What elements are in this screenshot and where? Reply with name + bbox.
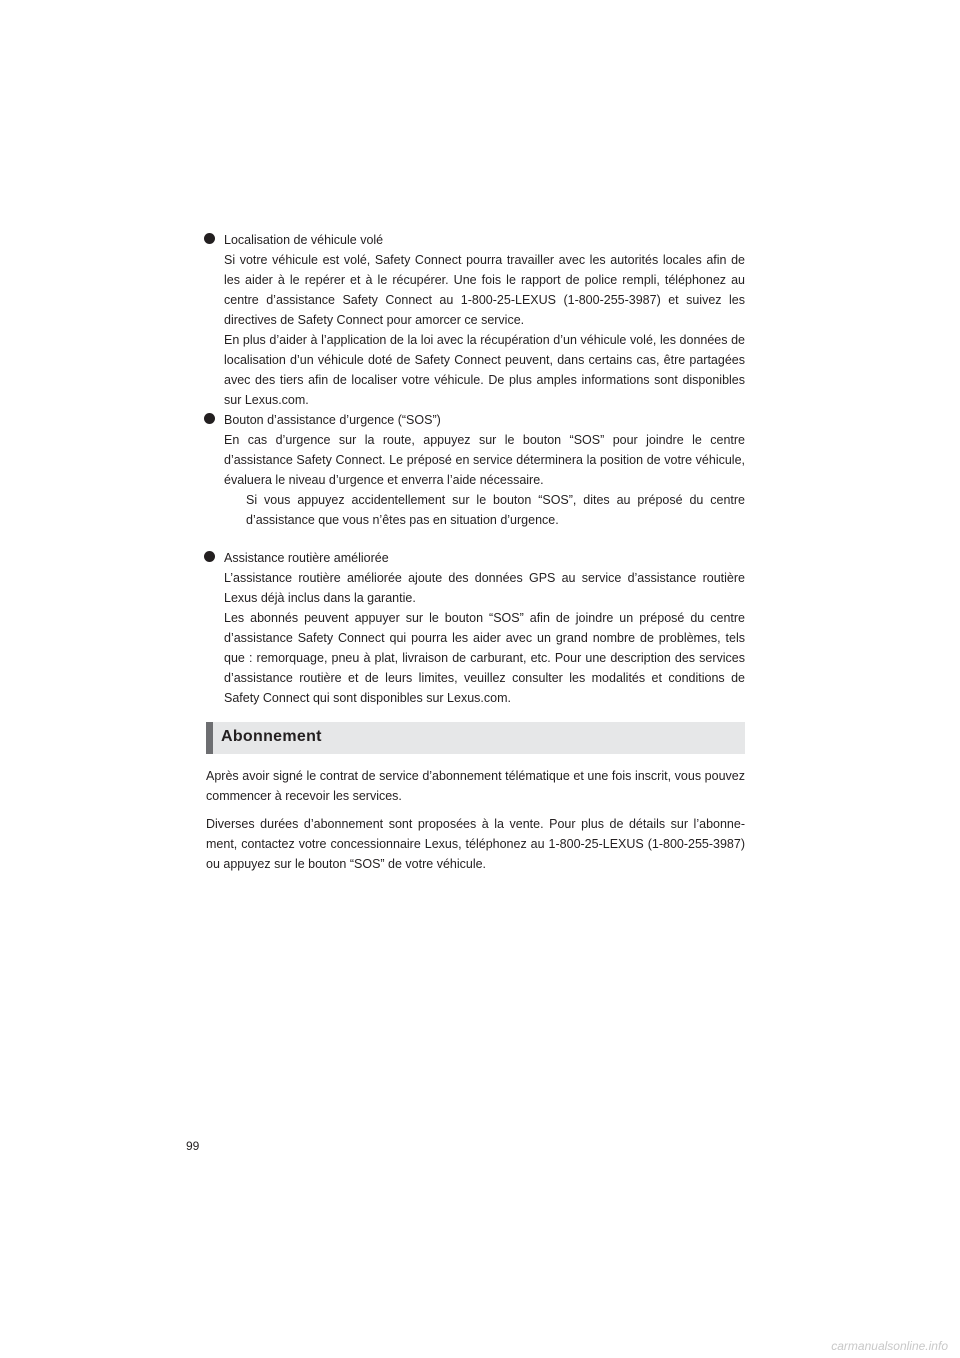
bullet-title: Localisation de véhicule volé	[224, 233, 384, 247]
section-title: Abonnement	[221, 728, 322, 745]
bullet-title: Bouton d’assistance d’urgence (“SOS”)	[224, 413, 441, 427]
bullet-paragraph: L’assistance routière améliorée ajoute des données GPS au service d’assistance routière Lexus déjà inclus dans la garantie.	[224, 571, 745, 605]
bullet-roadside-assistance	[206, 548, 745, 708]
bullet-title: Assistance routière améliorée	[224, 551, 389, 565]
section-header-subscription	[206, 722, 745, 754]
bullet-sos-button	[206, 410, 745, 530]
bullet-paragraph: En plus d’aider à l’application de la loi avec la récupération d’un véhicule volé, les données de localisation d’un véhicule doté de Safety Connect peuvent, dans certains cas, être partagées avec des tiers afin de localiser votre véhicule. De plus amples informations sont disponibles sur Lexus.com.	[224, 333, 745, 407]
section-paragraph: Après avoir signé le contrat de service d’abonnement télématique et une fois inscrit, vous pouvez commencer à recevoir les services.	[206, 769, 745, 803]
section-header-bar	[206, 722, 213, 754]
footer-watermark: carmanualsonline.info	[831, 1339, 948, 1353]
section-paragraph: Diverses durées d’abonnement sont proposées à la vente. Pour plus de détails sur l’abonnement, contactez votre concessionnaire Lexus, téléphonez au 1-800-25-LEXUS (1-800-255-3987) ou appuyez sur le bouton “SOS” de votre véhicule.	[206, 817, 745, 871]
bullet-dot-icon	[204, 233, 215, 244]
bullet-note: Si vous appuyez accidentellement sur le bouton “SOS”, dites au préposé du centre d’assistance que vous n’êtes pas en situation d’urgence.	[246, 493, 745, 527]
bullet-dot-icon	[204, 551, 215, 562]
page-content	[206, 230, 745, 882]
page-number: 99	[186, 1139, 200, 1153]
bullet-paragraph: Les abonnés peuvent appuyer sur le bouton “SOS” afin de joindre un préposé du centre d’assistance Safety Connect qui pourra les aider avec un grand nombre de problèmes, tels que : remorquage, pneu à plat, livraison de carburant, etc. Pour une description des services d’assistance routière et de leurs limites, veuillez consulter les modalités et conditions de Safety Connect qui sont disponibles sur Lexus.com.	[224, 611, 745, 705]
bullet-dot-icon	[204, 413, 215, 424]
bullet-paragraph: Si votre véhicule est volé, Safety Connect pourra travailler avec les autorités locales afin de les aider à le repérer et à le récupérer. Une fois le rapport de police rempli, téléphonez au centre d’assistance Safety Connect au 1-800-25-LEXUS (1-800-255-3987) et suivez les directives de Safety Connect pour amorcer ce service.	[224, 253, 745, 327]
bullet-stolen-vehicle	[206, 230, 745, 410]
bullet-paragraph: En cas d’urgence sur la route, appuyez sur le bouton “SOS” pour joindre le centre d’assistance Safety Connect. Le préposé en service déterminera la position de votre véhicule, évaluera le niveau d’urgence et enverra l’aide nécessaire.	[224, 433, 745, 487]
